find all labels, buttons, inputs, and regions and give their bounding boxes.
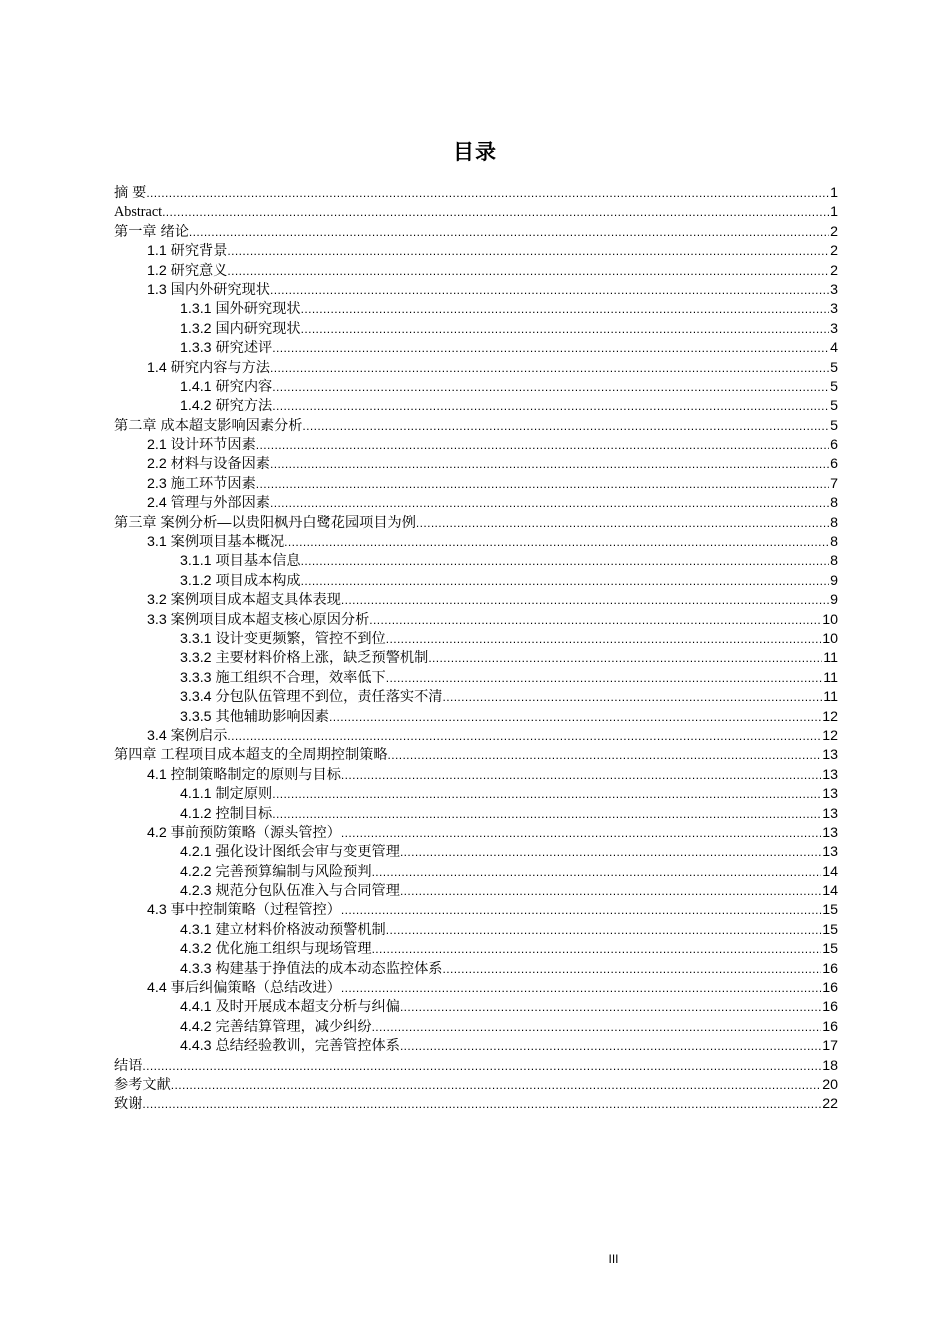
- toc-dot-leader: [400, 843, 821, 862]
- toc-entry-page-number: 20: [822, 1076, 838, 1093]
- toc-dot-leader: [386, 630, 821, 649]
- toc-entry-label: 结语: [114, 1057, 143, 1074]
- toc-dot-leader: [171, 1076, 821, 1095]
- toc-entry-label: 3.1.2 项目成本构成: [180, 572, 301, 589]
- toc-entry[interactable]: [114, 1018, 838, 1037]
- toc-entry-page-number: 14: [822, 863, 838, 880]
- toc-dot-leader: [272, 339, 829, 358]
- toc-entry-page-number: 5: [830, 398, 838, 415]
- toc-entry[interactable]: [114, 960, 838, 979]
- toc-entry[interactable]: [114, 1037, 838, 1056]
- toc-entry[interactable]: [114, 882, 838, 901]
- toc-entry-label: 3.1.1 项目基本信息: [180, 553, 301, 570]
- toc-entry[interactable]: [114, 514, 838, 533]
- toc-entry[interactable]: [114, 339, 838, 358]
- toc-dot-leader: [301, 572, 829, 591]
- toc-entry[interactable]: [114, 1076, 838, 1095]
- toc-entry-label: 4.4.3 总结经验教训，完善管控体系: [180, 1038, 400, 1055]
- toc-entry-label: 第一章 绪论: [114, 223, 189, 240]
- toc-entry-label: 3.3.1 设计变更频繁，管控不到位: [180, 630, 386, 647]
- toc-entry[interactable]: [114, 417, 838, 436]
- toc-entry-page-number: 6: [830, 437, 838, 454]
- toc-dot-leader: [189, 223, 829, 242]
- toc-entry[interactable]: [114, 262, 838, 281]
- toc-entry[interactable]: [114, 223, 838, 242]
- toc-entry-label: 4.2.2 完善预算编制与风险预判: [180, 863, 372, 880]
- toc-entry-page-number: 9: [830, 572, 838, 589]
- toc-entry-label: 4.4.1 及时开展成本超支分析与纠偏: [180, 999, 400, 1016]
- toc-entry[interactable]: [114, 436, 838, 455]
- toc-entry-label: 1.1 研究背景: [147, 243, 228, 260]
- toc-entry-page-number: 11: [823, 669, 838, 686]
- toc-entry-label: 4.4.2 完善结算管理，减少纠纷: [180, 1018, 372, 1035]
- toc-entry-page-number: 8: [830, 534, 838, 551]
- toc-entry[interactable]: [114, 843, 838, 862]
- toc-dot-leader: [341, 901, 821, 920]
- toc-entry-label: 4.3 事中控制策略（过程管控）: [147, 902, 341, 919]
- toc-entry-page-number: 3: [830, 281, 838, 298]
- toc-entry[interactable]: [114, 203, 838, 222]
- toc-dot-leader: [372, 863, 822, 882]
- toc-entry[interactable]: [114, 746, 838, 765]
- toc-entry[interactable]: [114, 688, 838, 707]
- toc-entry-page-number: 11: [823, 650, 838, 667]
- toc-entry-label: 3.3.5 其他辅助影响因素: [180, 708, 329, 725]
- toc-dot-leader: [329, 708, 821, 727]
- toc-entry[interactable]: [114, 184, 838, 203]
- toc-entry-page-number: 11: [823, 689, 838, 706]
- toc-entry-page-number: 2: [830, 243, 838, 260]
- toc-dot-leader: [388, 746, 822, 765]
- toc-dot-leader: [227, 262, 829, 281]
- toc-entry-label: 第四章 工程项目成本超支的全周期控制策略: [114, 747, 388, 764]
- toc-entry-page-number: 15: [822, 902, 838, 919]
- toc-entry-page-number: 16: [822, 980, 838, 997]
- toc-entry[interactable]: [114, 1095, 838, 1114]
- toc-dot-leader: [386, 669, 823, 688]
- toc-entry[interactable]: [114, 824, 838, 843]
- toc-dot-leader: [272, 378, 829, 397]
- toc-entry-label: 3.4 案例启示: [147, 727, 228, 744]
- toc-entry[interactable]: [114, 320, 838, 339]
- toc-entry-page-number: 16: [822, 999, 838, 1016]
- toc-entry[interactable]: [114, 591, 838, 610]
- toc-entry-label: 1.4.2 研究方法: [180, 398, 273, 415]
- toc-entry-page-number: 7: [830, 475, 838, 492]
- toc-entry-page-number: 8: [830, 553, 838, 570]
- toc-entry-label: 2.2 材料与设备因素: [147, 456, 270, 473]
- toc-dot-leader: [341, 591, 829, 610]
- toc-dot-leader: [270, 494, 829, 513]
- toc-entry[interactable]: [114, 940, 838, 959]
- toc-entry-label: Abstract: [114, 204, 163, 221]
- toc-entry[interactable]: [114, 475, 838, 494]
- toc-entry[interactable]: [114, 533, 838, 552]
- toc-dot-leader: [301, 320, 829, 339]
- toc-entry-label: 2.1 设计环节因素: [147, 437, 256, 454]
- toc-entry[interactable]: [114, 979, 838, 998]
- toc-entry[interactable]: [114, 359, 838, 378]
- toc-dot-leader: [270, 281, 829, 300]
- toc-entry-page-number: 17: [822, 1038, 838, 1055]
- footer-page-number: III: [608, 1252, 619, 1266]
- toc-dot-leader: [272, 785, 821, 804]
- toc-entry-page-number: 13: [822, 747, 838, 764]
- toc-entry-page-number: 14: [822, 883, 838, 900]
- toc-entry-page-number: 15: [822, 921, 838, 938]
- page-title: 目录: [453, 140, 497, 164]
- toc-entry-page-number: 12: [822, 727, 838, 744]
- toc-entry-label: 3.3 案例项目成本超支核心原因分析: [147, 611, 370, 628]
- toc-entry-page-number: 13: [822, 766, 838, 783]
- toc-dot-leader: [341, 979, 821, 998]
- toc-entry-label: 3.1 案例项目基本概况: [147, 534, 285, 551]
- toc-entry-label: 2.4 管理与外部因素: [147, 495, 270, 512]
- toc-entry-page-number: 1: [830, 185, 838, 201]
- toc-entry-label: 4.2 事前预防策略（源头管控）: [147, 824, 341, 841]
- toc-entry-label: 3.3.2 主要材料价格上涨，缺乏预警机制: [180, 650, 429, 667]
- toc-entry-page-number: 10: [822, 630, 838, 647]
- toc-entry-page-number: 16: [822, 960, 838, 977]
- toc-entry-label: 2.3 施工环节因素: [147, 475, 256, 492]
- toc-dot-leader: [301, 300, 829, 319]
- toc-entry-label: 3.2 案例项目成本超支具体表现: [147, 592, 341, 609]
- toc-dot-leader: [301, 552, 829, 571]
- toc-dot-leader: [341, 824, 821, 843]
- toc-entry[interactable]: [114, 378, 838, 397]
- toc-entry[interactable]: [114, 998, 838, 1017]
- toc-dot-leader: [386, 921, 821, 940]
- toc-entry-page-number: 12: [822, 708, 838, 725]
- toc-entry-page-number: 13: [822, 805, 838, 822]
- toc-entry-label: 3.3.4 分包队伍管理不到位，责任落实不清: [180, 689, 443, 706]
- toc-entry[interactable]: [114, 863, 838, 882]
- toc-dot-leader: [400, 1037, 821, 1056]
- toc-dot-leader: [270, 455, 829, 474]
- toc-entry-label: 第二章 成本超支影响因素分析: [114, 417, 303, 434]
- toc-dot-leader: [400, 882, 821, 901]
- toc-dot-leader: [428, 649, 822, 668]
- toc-dot-leader: [272, 805, 821, 824]
- toc-entry[interactable]: [114, 494, 838, 513]
- toc-dot-leader: [369, 611, 821, 630]
- toc-entry-label: 4.1.2 控制目标: [180, 805, 273, 822]
- toc-entry[interactable]: [114, 300, 838, 319]
- toc-entry[interactable]: [114, 708, 838, 727]
- toc-entry-page-number: 5: [830, 378, 838, 395]
- toc-dot-leader: [256, 436, 829, 455]
- toc-dot-leader: [142, 1057, 821, 1076]
- toc-entry-label: 3.3.3 施工组织不合理，效率低下: [180, 669, 386, 686]
- toc-entry[interactable]: [114, 921, 838, 940]
- toc-entry-page-number: 5: [830, 359, 838, 376]
- toc-dot-leader: [372, 1018, 822, 1037]
- toc-entry-page-number: 2: [830, 262, 838, 279]
- toc-entry-page-number: 8: [830, 495, 838, 512]
- toc-entry-label: 1.2 研究意义: [147, 262, 228, 279]
- toc-dot-leader: [341, 766, 821, 785]
- toc-entry-label: 第三章 案例分析—以贵阳枫丹白鹭花园项目为例: [114, 514, 416, 531]
- toc-entry-page-number: 13: [822, 786, 838, 803]
- toc-dot-leader: [443, 688, 823, 707]
- toc-entry[interactable]: [114, 630, 838, 649]
- toc-entry[interactable]: [114, 669, 838, 688]
- toc-dot-leader: [400, 998, 821, 1017]
- toc-entry-page-number: 13: [822, 844, 838, 861]
- toc-entry-label: 1.4.1 研究内容: [180, 378, 273, 395]
- toc-dot-leader: [227, 242, 829, 261]
- toc-entry-label: 4.2.3 规范分包队伍准入与合同管理: [180, 883, 400, 900]
- toc-entry-label: 1.3 国内外研究现状: [147, 281, 270, 298]
- toc-entry-label: 4.1.1 制定原则: [180, 786, 273, 803]
- toc-entry[interactable]: [114, 727, 838, 746]
- toc-entry-page-number: 3: [830, 320, 838, 337]
- toc-dot-leader: [256, 475, 829, 494]
- toc-entry[interactable]: [114, 572, 838, 591]
- toc-entry[interactable]: [114, 552, 838, 571]
- toc-entry-label: 1.3.1 国外研究现状: [180, 301, 301, 318]
- toc-entry[interactable]: [114, 242, 838, 261]
- toc-entry-page-number: 4: [830, 340, 838, 357]
- toc-entry-page-number: 8: [830, 514, 838, 531]
- toc-dot-leader: [162, 203, 829, 222]
- toc-entry-page-number: 2: [830, 223, 838, 240]
- toc-entry[interactable]: [114, 649, 838, 668]
- table-of-contents: [114, 184, 838, 1115]
- toc-entry-label: 1.3.2 国内研究现状: [180, 320, 301, 337]
- toc-entry-label: 1.4 研究内容与方法: [147, 359, 270, 376]
- toc-entry[interactable]: [114, 281, 838, 300]
- toc-entry-label: 4.4 事后纠偏策略（总结改进）: [147, 980, 341, 997]
- toc-dot-leader: [284, 533, 829, 552]
- toc-entry-page-number: 10: [822, 611, 838, 628]
- toc-entry-page-number: 1: [830, 204, 838, 221]
- toc-dot-leader: [142, 1095, 821, 1114]
- toc-entry-page-number: 5: [830, 417, 838, 434]
- toc-dot-leader: [443, 960, 822, 979]
- toc-entry[interactable]: [114, 901, 838, 920]
- toc-entry-page-number: 18: [822, 1057, 838, 1074]
- toc-dot-leader: [302, 417, 829, 436]
- toc-dot-leader: [270, 359, 829, 378]
- toc-dot-leader: [272, 397, 829, 416]
- toc-entry-label: 4.3.1 建立材料价格波动预警机制: [180, 921, 386, 938]
- toc-entry-page-number: 16: [822, 1018, 838, 1035]
- toc-entry-page-number: 22: [822, 1096, 838, 1113]
- toc-entry-label: 参考文献: [114, 1076, 171, 1093]
- toc-entry[interactable]: [114, 611, 838, 630]
- toc-entry-label: 摘 要: [114, 185, 147, 201]
- toc-entry-label: 4.3.3 构建基于挣值法的成本动态监控体系: [180, 960, 443, 977]
- toc-entry-page-number: 9: [830, 592, 838, 609]
- toc-entry[interactable]: [114, 785, 838, 804]
- toc-entry-label: 4.2.1 强化设计图纸会审与变更管理: [180, 844, 400, 861]
- toc-dot-leader: [146, 184, 829, 203]
- toc-entry-label: 4.3.2 优化施工组织与现场管理: [180, 941, 372, 958]
- toc-entry[interactable]: [114, 397, 838, 416]
- toc-dot-leader: [416, 514, 829, 533]
- toc-entry-page-number: 3: [830, 301, 838, 318]
- toc-entry[interactable]: [114, 1057, 838, 1076]
- toc-entry-page-number: 15: [822, 941, 838, 958]
- toc-entry[interactable]: [114, 805, 838, 824]
- toc-entry-label: 4.1 控制策略制定的原则与目标: [147, 766, 341, 783]
- toc-entry[interactable]: [114, 455, 838, 474]
- toc-entry-label: 1.3.3 研究述评: [180, 340, 273, 357]
- toc-dot-leader: [227, 727, 821, 746]
- toc-entry[interactable]: [114, 766, 838, 785]
- toc-entry-page-number: 13: [822, 824, 838, 841]
- toc-dot-leader: [372, 940, 822, 959]
- toc-entry-label: 致谢: [114, 1096, 143, 1113]
- toc-entry-page-number: 6: [830, 456, 838, 473]
